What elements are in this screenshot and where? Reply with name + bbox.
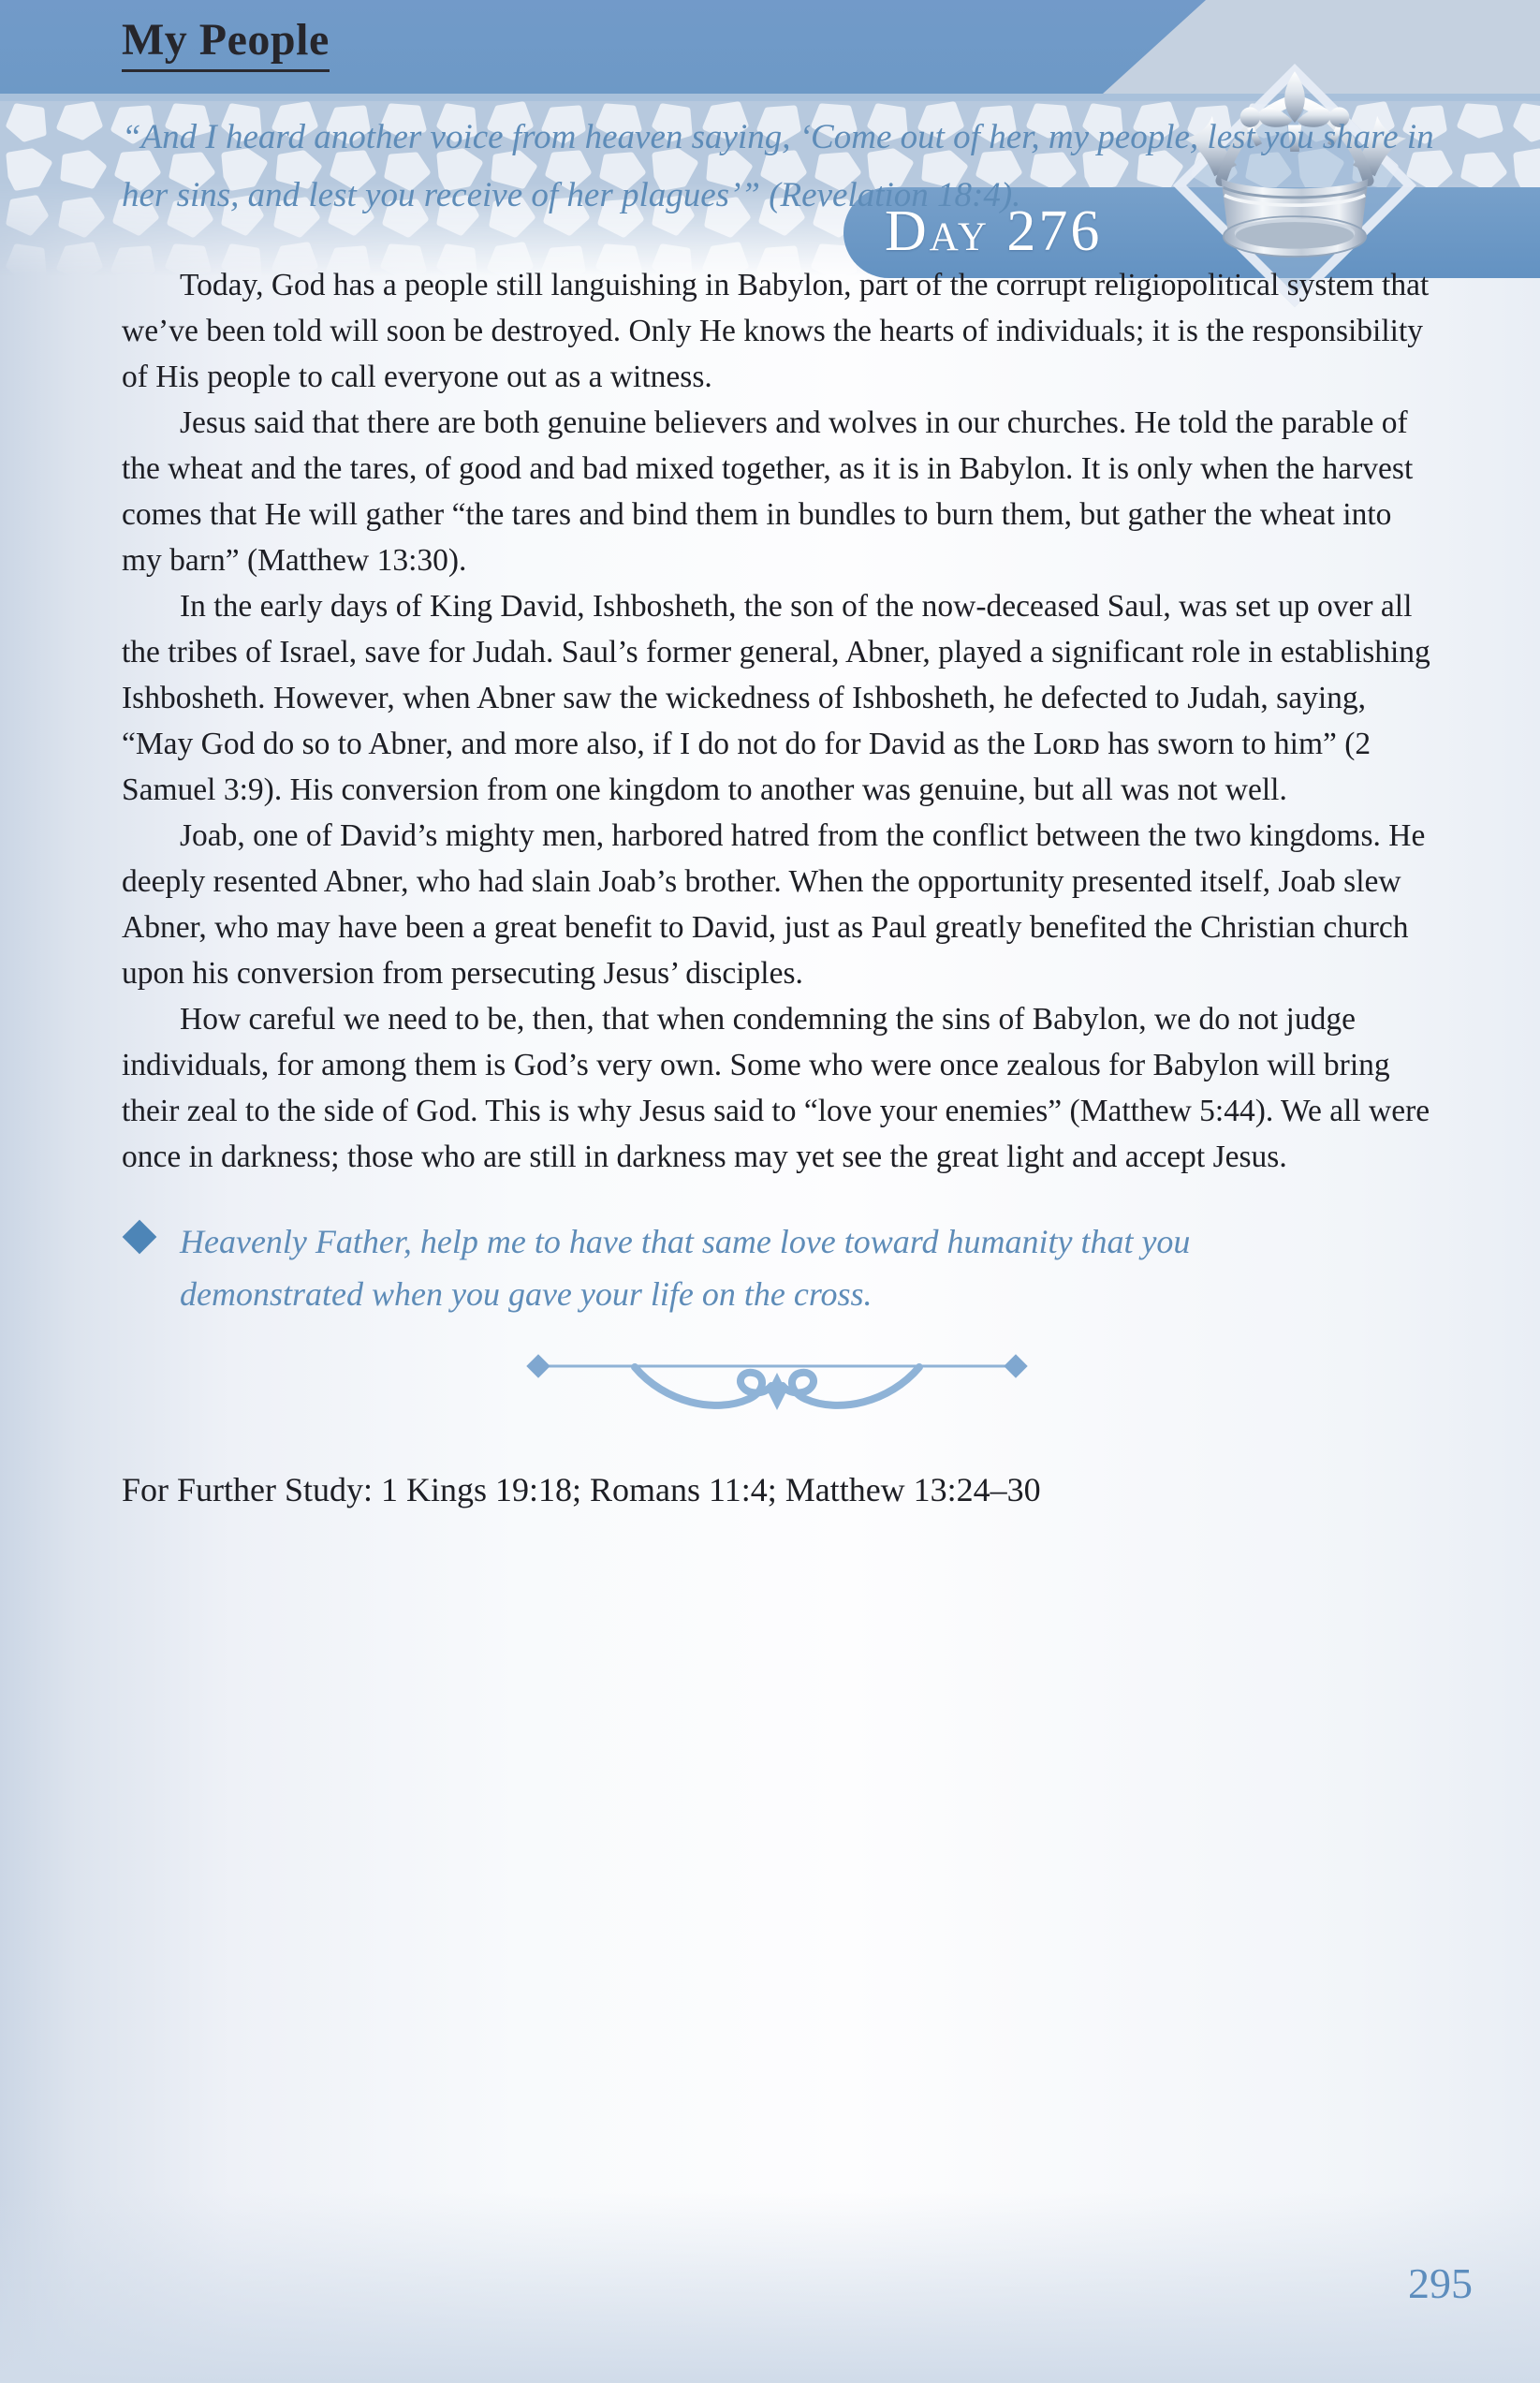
body-paragraph: Jesus said that there are both genuine believers and wolves in our churches. He told the parable of the wheat and the tares, of good and bad mixed together, as it is in Babylon. It is only when the harvest comes that He will gather “the tares and bind them in bundles to burn them, but gather the wheat into my barn” (Matthew 13:30). (122, 405, 1414, 578)
article (122, 14, 1432, 1509)
day-label: Day 276 (885, 199, 1103, 263)
diamond-bullet-icon (123, 1220, 157, 1255)
prayer-text: Heavenly Father, help me to have that same love toward humanity that you demonstrated when you gave your life on the cross. (180, 1223, 1191, 1313)
flourish-divider (524, 1348, 1030, 1427)
page-title (122, 14, 1432, 66)
prayer-block (122, 1215, 1432, 1320)
body-paragraph: How careful we need to be, then, that when condemning the sins of Babylon, we do not judge individuals, for among them is God’s very own. Some who were once zealous for Babylon will bring their zeal to the side of God. This is why Jesus said to “love your enemies” (Matthew 5:44). We all were once in darkness; those who are still in darkness may yet see the great light and accept Jesus. (122, 1002, 1430, 1174)
page-title-text: My People (122, 15, 330, 72)
page-number: 295 (1408, 2259, 1473, 2307)
body-paragraph: Joab, one of David’s mighty men, harbored hatred from the conflict between the two kingdoms. He deeply resented Abner, who had slain Joab’s brother. When the opportunity presented itself, Joab slew Abner, who may have been a great benefit to David, just as Paul greatly benefited the Christian church upon his conversion from persecuting Jesus’ disciples. (122, 818, 1426, 991)
verse-quote: “And I heard another voice from heaven saying, ‘Come out of her, my people, lest you share in her sins, and lest you receive of her plagues’” (Revelation 18:4). (122, 118, 1434, 214)
body-text (122, 262, 1437, 1180)
further-study: For Further Study: 1 Kings 19:18; Romans 11:4; Matthew 13:24–30 (122, 1471, 1041, 1508)
body-paragraph: Today, God has a people still languishing in Babylon, part of the corrupt religiopolitical system that we’ve been told will soon be destroyed. Only He knows the hearts of individuals; it is the responsibility of His people to call everyone out as a witness. (122, 268, 1430, 394)
body-paragraph: In the early days of King David, Ishbosheth, the son of the now-deceased Saul, was set up over all the tribes of Israel, save for Judah. Saul’s former general, Abner, played a significant role in establishing Ishbosheth. However, when Abner saw the wickedness of Ishbosheth, he defected to Judah, saying, “May God do so to Abner, and more also, if I do not do for David as the Lᴏʀᴅ has sworn to him” (2 Samuel 3:9). His conversion from one kingdom to another was genuine, but all was not well. (122, 589, 1430, 807)
